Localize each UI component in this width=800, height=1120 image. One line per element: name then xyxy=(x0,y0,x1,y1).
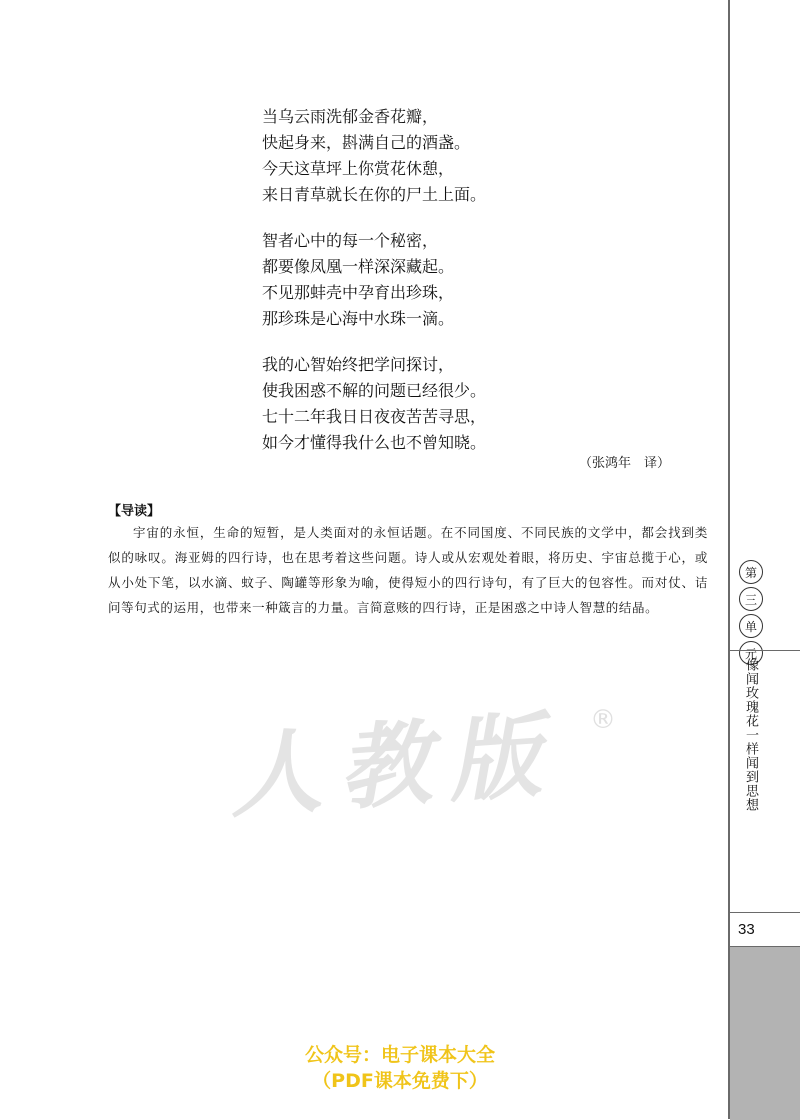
unit-badge: 三 xyxy=(739,587,763,611)
lesson-title: 像闻玫瑰花一样闻到思想 xyxy=(743,658,758,812)
footer-promo xyxy=(250,1042,550,1094)
poem-line: 快起身来，斟满自己的酒盏。 xyxy=(262,133,471,152)
poem-line: 智者心中的每一个秘密， xyxy=(262,231,439,250)
poem-line: 今天这草坪上你赏花休憩， xyxy=(262,159,455,178)
footer-line-1: 公众号：电子课本大全 xyxy=(304,1044,495,1066)
poem-line: 如今才懂得我什么也不曾知晓。 xyxy=(262,433,487,452)
unit-badge: 第 xyxy=(739,560,763,584)
stanza-2 xyxy=(262,228,702,332)
poem xyxy=(262,104,702,476)
page-number: 33 xyxy=(738,921,755,938)
registered-mark: ® xyxy=(590,705,616,735)
poem-line: 当乌云雨洗郁金香花瓣， xyxy=(262,107,439,126)
poem-line: 那珍珠是心海中水珠一滴。 xyxy=(262,309,455,328)
divider xyxy=(730,650,800,651)
unit-badge: 元 xyxy=(739,641,763,665)
unit-badge: 单 xyxy=(739,614,763,638)
side-gray-block xyxy=(730,946,800,1120)
stanza-3 xyxy=(262,352,702,456)
side-tab-strip xyxy=(728,0,800,1119)
guide-heading: 【导读】 xyxy=(108,504,161,519)
poem-line: 七十二年我日日夜夜苦苦寻思， xyxy=(262,407,487,426)
unit-label xyxy=(739,560,765,668)
page-number-box xyxy=(730,912,800,947)
guide-body: 宇宙的永恒，生命的短暂，是人类面对的永恒话题。在不同国度、不同民族的文学中，都会找到类似的咏叹。海亚姆的四行诗，也在思考着这些问题。诗人或从宏观处着眼，将历史、宇宙总揽于心，或从小处下笔，以水滴、蚊子、陶罐等形象为喻，使得短小的四行诗句，有了巨大的包容性。而对仗、诘问等句式的运用，也带来一种箴言的力量。言简意赅的四行诗，正是困惑之中诗人智慧的结晶。 xyxy=(108,525,708,615)
poem-line: 来日青草就长在你的尸土上面。 xyxy=(262,185,487,204)
footer-line-2: （PDF课本免费下） xyxy=(312,1070,488,1092)
translator-credit: （张鸿年 译） xyxy=(579,456,671,471)
poem-line: 我的心智始终把学问探讨， xyxy=(262,355,455,374)
publisher-watermark: 人教版 xyxy=(225,700,563,831)
poem-line: 都要像凤凰一样深深藏起。 xyxy=(262,257,455,276)
stanza-1 xyxy=(262,104,702,208)
poem-line: 使我困惑不解的问题已经很少。 xyxy=(262,381,487,400)
poem-line: 不见那蚌壳中孕育出珍珠， xyxy=(262,283,455,302)
